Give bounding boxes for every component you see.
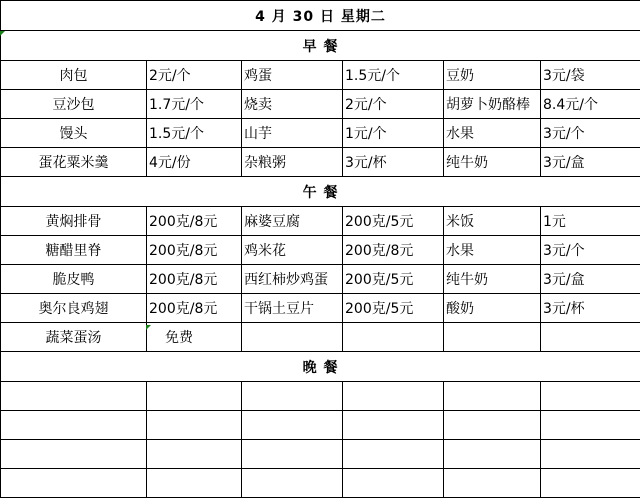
dish-name-cell [1,469,147,498]
lunch-header-row [1,177,640,207]
price-cell: 3元/袋 [541,61,640,90]
price-cell: 2元/个 [147,61,242,90]
dish-name-cell: 麻婆豆腐 [242,207,343,236]
price-cell: 200克/8元 [147,236,242,265]
price-cell: 200克/8元 [147,207,242,236]
dish-name-cell: 水果 [444,119,541,148]
price-cell [147,469,242,498]
dish-name-cell: 蔬菜蛋汤 [1,323,147,352]
cell-comment-marker [146,325,151,330]
price-cell [541,440,640,469]
lunch-title: 午 餐 [1,177,640,207]
dish-name-cell [444,469,541,498]
date-row [1,1,640,31]
price-cell: 3元/盒 [541,148,640,177]
table-row [1,148,640,177]
price-cell: 200克/8元 [147,265,242,294]
price-cell: 200克/8元 [147,294,242,323]
dish-name-cell: 纯牛奶 [444,265,541,294]
table-row [1,207,640,236]
dish-name-cell: 肉包 [1,61,147,90]
lunch-section [1,207,640,352]
dish-name-cell [1,440,147,469]
price-cell: 200克/8元 [343,236,444,265]
price-cell [343,469,444,498]
price-cell: 200克/5元 [343,207,444,236]
table-row [1,323,640,352]
price-cell [541,469,640,498]
table-row [1,61,640,90]
dish-name-cell: 黄焖排骨 [1,207,147,236]
dish-name-cell: 胡萝卜奶酪棒 [444,90,541,119]
table-row [1,90,640,119]
dinner-section [1,382,640,498]
price-cell: 200克/5元 [343,294,444,323]
table-row [1,440,640,469]
breakfast-title: 早 餐 [1,31,640,61]
dish-name-cell: 干锅土豆片 [242,294,343,323]
dish-name-cell [444,323,541,352]
table-row [1,382,640,411]
dish-name-cell [1,411,147,440]
dish-name-cell: 纯牛奶 [444,148,541,177]
price-cell [147,411,242,440]
table-row [1,265,640,294]
price-cell [541,323,640,352]
dish-name-cell: 蛋花粟米羹 [1,148,147,177]
price-cell: 1.5元/个 [343,61,444,90]
dish-name-cell: 脆皮鸭 [1,265,147,294]
cell-comment-marker [0,31,5,36]
dish-name-cell: 山芋 [242,119,343,148]
table-row [1,236,640,265]
price-cell: 200克/5元 [343,265,444,294]
dish-name-cell [242,382,343,411]
price-cell: 3元/个 [541,119,640,148]
dish-name-cell [1,382,147,411]
dish-name-cell: 鸡米花 [242,236,343,265]
price-cell: 2元/个 [343,90,444,119]
price-cell: 3元/杯 [541,294,640,323]
dish-name-cell [242,411,343,440]
price-cell: 4元/份 [147,148,242,177]
price-cell: 3元/盒 [541,265,640,294]
date-header: 4 月 30 日 星期二 [1,1,640,31]
dish-name-cell [444,440,541,469]
price-cell [343,323,444,352]
dish-name-cell [444,382,541,411]
price-cell: 免费 [147,323,242,352]
price-cell [541,411,640,440]
price-cell [541,382,640,411]
dish-name-cell: 鸡蛋 [242,61,343,90]
table-row [1,411,640,440]
table-row [1,294,640,323]
price-cell: 3元/杯 [343,148,444,177]
price-cell: 1元/个 [343,119,444,148]
dish-name-cell [444,411,541,440]
table-row [1,119,640,148]
dish-name-cell: 水果 [444,236,541,265]
dish-name-cell: 糖醋里脊 [1,236,147,265]
dinner-header-row [1,352,640,382]
dish-name-cell [242,323,343,352]
dinner-title: 晚 餐 [1,352,640,382]
breakfast-header-row [1,31,640,61]
price-cell [343,382,444,411]
table-row [1,469,640,498]
dish-name-cell: 豆沙包 [1,90,147,119]
dish-name-cell [242,440,343,469]
price-cell [343,440,444,469]
dish-name-cell: 馒头 [1,119,147,148]
dish-name-cell: 烧卖 [242,90,343,119]
dish-name-cell: 奥尔良鸡翅 [1,294,147,323]
price-cell [343,411,444,440]
dish-name-cell: 西红柿炒鸡蛋 [242,265,343,294]
breakfast-section [1,61,640,177]
price-cell [147,440,242,469]
price-cell: 1.5元/个 [147,119,242,148]
price-cell: 1.7元/个 [147,90,242,119]
dish-name-cell: 豆奶 [444,61,541,90]
price-cell: 8.4元/个 [541,90,640,119]
dish-name-cell: 杂粮粥 [242,148,343,177]
dish-name-cell: 酸奶 [444,294,541,323]
price-cell: 3元/个 [541,236,640,265]
price-cell: 1元 [541,207,640,236]
dish-name-cell: 米饭 [444,207,541,236]
price-cell [147,382,242,411]
dish-name-cell [242,469,343,498]
